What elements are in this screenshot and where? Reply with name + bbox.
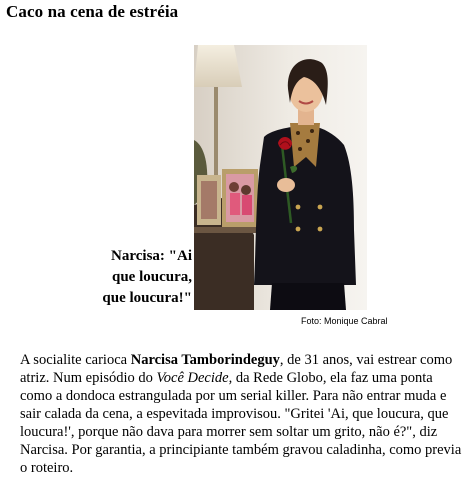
body-text-segment: , de 31 anos, vai estrear como atriz. Num episódio do — [20, 352, 453, 386]
caption-line: Narcisa: "Ai — [111, 248, 192, 264]
body-text-segment: da Rede Globo, ela faz uma ponta como a dondoca estrangulada por um serial killer. Para não entrar muda e sair calada da cena, a espevitada improvisou. "Gritei 'Ai, que loucura, que loucura!', porque não dava para morrer sem soltar um grito, não é?", diz Narcisa. Por garantia, a principiante também gravou caladinha, como previa o roteiro. — [20, 370, 462, 476]
article-photo — [194, 45, 367, 310]
article-title: Caco na cena de estréia — [6, 2, 179, 21]
article-body — [20, 351, 468, 477]
caption-line: que loucura, — [111, 269, 192, 285]
photo-credit: Foto: Monique Cabral — [301, 316, 388, 326]
caption-line: que loucura!" — [102, 290, 192, 306]
woman-with-rose-image — [194, 45, 367, 310]
person-name: Narcisa Tamborindeguy — [130, 352, 280, 368]
body-text-segment: A socialite carioca — [20, 352, 131, 368]
photo-caption — [42, 246, 192, 309]
show-name: Você Decide, — [156, 370, 233, 386]
